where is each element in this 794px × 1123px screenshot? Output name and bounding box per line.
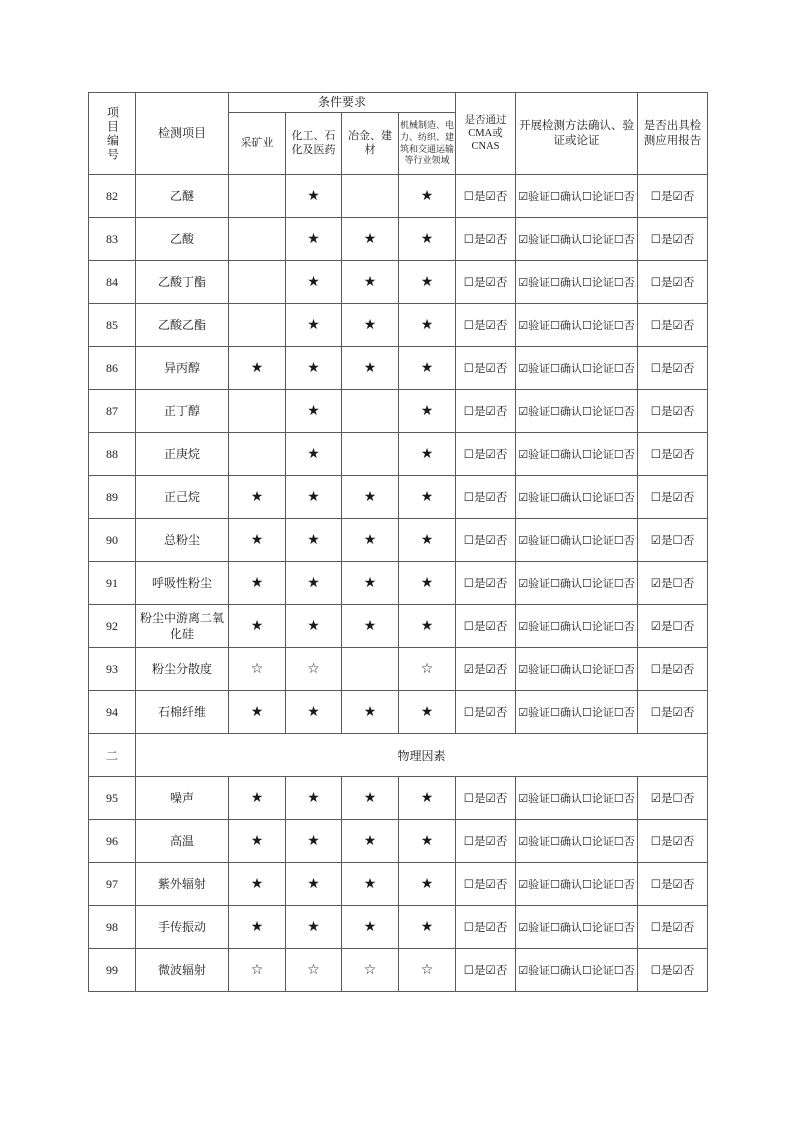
method-checkbox-cell: ☑验证☐确认☐论证☐否	[516, 347, 638, 390]
star-cell-machinery: ★	[399, 347, 456, 390]
star-cell-metallurgy: ★	[342, 519, 399, 562]
header-industry-machinery: 机械制造、电力、纺织、建筑和交通运输等行业领域	[399, 113, 456, 175]
method-checkbox-cell: ☑验证☐确认☐论证☐否	[516, 175, 638, 218]
star-cell-chemical: ★	[286, 863, 342, 906]
cma-checkbox-cell: ☐是☑否	[456, 261, 516, 304]
star-cell-machinery: ★	[399, 304, 456, 347]
star-cell-mining	[229, 261, 286, 304]
report-checkbox-cell: ☐是☑否	[638, 347, 708, 390]
item-no-cell: 89	[89, 476, 136, 519]
item-no-cell: 92	[89, 605, 136, 648]
star-cell-metallurgy: ★	[342, 476, 399, 519]
table-body	[89, 175, 708, 992]
table-row	[89, 175, 708, 218]
report-checkbox-cell: ☐是☑否	[638, 949, 708, 992]
method-checkbox-cell: ☑验证☐确认☐论证☐否	[516, 304, 638, 347]
star-cell-metallurgy: ★	[342, 347, 399, 390]
star-cell-metallurgy: ★	[342, 562, 399, 605]
header-report: 是否出具检测应用报告	[638, 93, 708, 175]
star-cell-machinery: ★	[399, 863, 456, 906]
table-header	[89, 93, 708, 175]
method-checkbox-cell: ☑验证☐确认☐论证☐否	[516, 820, 638, 863]
star-cell-mining	[229, 304, 286, 347]
cma-checkbox-cell: ☐是☑否	[456, 304, 516, 347]
star-cell-machinery: ★	[399, 777, 456, 820]
table-row	[89, 562, 708, 605]
star-cell-metallurgy: ★	[342, 605, 399, 648]
report-checkbox-cell: ☐是☑否	[638, 175, 708, 218]
item-name-cell: 异丙醇	[136, 347, 229, 390]
star-cell-mining	[229, 218, 286, 261]
star-cell-metallurgy: ★	[342, 906, 399, 949]
report-checkbox-cell: ☐是☑否	[638, 390, 708, 433]
cma-checkbox-cell: ☐是☑否	[456, 863, 516, 906]
report-checkbox-cell: ☑是☐否	[638, 519, 708, 562]
inspection-items-table	[88, 92, 708, 992]
item-name-cell: 乙酸	[136, 218, 229, 261]
star-cell-mining: ★	[229, 562, 286, 605]
star-cell-mining: ★	[229, 519, 286, 562]
section-no-cell: 二	[89, 734, 136, 777]
header-industry-chemical: 化工、石化及医药	[286, 113, 342, 175]
report-checkbox-cell: ☐是☑否	[638, 863, 708, 906]
star-cell-metallurgy	[342, 390, 399, 433]
item-no-cell: 96	[89, 820, 136, 863]
star-cell-machinery: ★	[399, 562, 456, 605]
item-name-cell: 正丁醇	[136, 390, 229, 433]
item-no-cell: 98	[89, 906, 136, 949]
cma-checkbox-cell: ☐是☑否	[456, 433, 516, 476]
report-checkbox-cell: ☑是☐否	[638, 777, 708, 820]
star-cell-mining	[229, 433, 286, 476]
item-no-cell: 94	[89, 691, 136, 734]
report-checkbox-cell: ☑是☐否	[638, 605, 708, 648]
cma-checkbox-cell: ☐是☑否	[456, 562, 516, 605]
cma-checkbox-cell: ☐是☑否	[456, 777, 516, 820]
cma-checkbox-cell: ☐是☑否	[456, 218, 516, 261]
star-cell-mining: ☆	[229, 648, 286, 691]
star-cell-chemical: ★	[286, 777, 342, 820]
star-cell-chemical: ★	[286, 519, 342, 562]
cma-checkbox-cell: ☐是☑否	[456, 691, 516, 734]
star-cell-metallurgy	[342, 433, 399, 476]
item-no-cell: 97	[89, 863, 136, 906]
cma-checkbox-cell: ☐是☑否	[456, 519, 516, 562]
star-cell-metallurgy: ★	[342, 863, 399, 906]
cma-checkbox-cell: ☐是☑否	[456, 906, 516, 949]
header-method: 开展检测方法确认、验证或论证	[516, 93, 638, 175]
star-cell-chemical: ★	[286, 175, 342, 218]
item-name-cell: 石棉纤维	[136, 691, 229, 734]
table-row	[89, 820, 708, 863]
star-cell-chemical: ★	[286, 390, 342, 433]
item-no-cell: 87	[89, 390, 136, 433]
star-cell-metallurgy: ★	[342, 304, 399, 347]
report-checkbox-cell: ☐是☑否	[638, 304, 708, 347]
star-cell-chemical: ★	[286, 476, 342, 519]
report-checkbox-cell: ☐是☑否	[638, 476, 708, 519]
cma-checkbox-cell: ☐是☑否	[456, 347, 516, 390]
star-cell-metallurgy: ★	[342, 691, 399, 734]
table-row	[89, 519, 708, 562]
item-name-cell: 乙醚	[136, 175, 229, 218]
item-name-cell: 乙酸丁酯	[136, 261, 229, 304]
item-no-cell: 93	[89, 648, 136, 691]
star-cell-chemical: ★	[286, 261, 342, 304]
item-name-cell: 噪声	[136, 777, 229, 820]
item-name-cell: 正己烷	[136, 476, 229, 519]
table-row	[89, 691, 708, 734]
star-cell-metallurgy	[342, 175, 399, 218]
star-cell-chemical: ★	[286, 218, 342, 261]
star-cell-metallurgy: ★	[342, 218, 399, 261]
header-item-no-label: 项目编号	[105, 105, 120, 162]
star-cell-machinery: ★	[399, 820, 456, 863]
method-checkbox-cell: ☑验证☐确认☐论证☐否	[516, 906, 638, 949]
table-row	[89, 347, 708, 390]
star-cell-machinery: ★	[399, 605, 456, 648]
table-row	[89, 777, 708, 820]
table-row	[89, 605, 708, 648]
table-row	[89, 476, 708, 519]
star-cell-chemical: ★	[286, 562, 342, 605]
report-checkbox-cell: ☐是☑否	[638, 691, 708, 734]
report-checkbox-cell: ☐是☑否	[638, 648, 708, 691]
table-row	[89, 433, 708, 476]
header-item-name: 检测项目	[136, 93, 229, 175]
star-cell-mining: ★	[229, 906, 286, 949]
star-cell-metallurgy: ☆	[342, 949, 399, 992]
item-name-cell: 高温	[136, 820, 229, 863]
item-no-cell: 90	[89, 519, 136, 562]
star-cell-mining: ★	[229, 347, 286, 390]
report-checkbox-cell: ☐是☑否	[638, 218, 708, 261]
item-no-cell: 84	[89, 261, 136, 304]
report-checkbox-cell: ☐是☑否	[638, 820, 708, 863]
item-no-cell: 91	[89, 562, 136, 605]
item-no-cell: 83	[89, 218, 136, 261]
star-cell-chemical: ★	[286, 605, 342, 648]
item-no-cell: 85	[89, 304, 136, 347]
star-cell-mining: ☆	[229, 949, 286, 992]
method-checkbox-cell: ☑验证☐确认☐论证☐否	[516, 390, 638, 433]
star-cell-machinery: ★	[399, 906, 456, 949]
item-name-cell: 正庚烷	[136, 433, 229, 476]
star-cell-mining: ★	[229, 863, 286, 906]
star-cell-machinery: ★	[399, 218, 456, 261]
cma-checkbox-cell: ☐是☑否	[456, 390, 516, 433]
star-cell-mining: ★	[229, 820, 286, 863]
header-industry-mining: 采矿业	[229, 113, 286, 175]
star-cell-machinery: ★	[399, 476, 456, 519]
item-name-cell: 总粉尘	[136, 519, 229, 562]
star-cell-chemical: ☆	[286, 949, 342, 992]
star-cell-chemical: ☆	[286, 648, 342, 691]
cma-checkbox-cell: ☐是☑否	[456, 820, 516, 863]
star-cell-chemical: ★	[286, 691, 342, 734]
item-name-cell: 微波辐射	[136, 949, 229, 992]
star-cell-mining: ★	[229, 605, 286, 648]
report-checkbox-cell: ☐是☑否	[638, 261, 708, 304]
item-name-cell: 粉尘中游离二氧化硅	[136, 605, 229, 648]
star-cell-metallurgy	[342, 648, 399, 691]
cma-checkbox-cell: ☐是☑否	[456, 949, 516, 992]
method-checkbox-cell: ☑验证☐确认☐论证☐否	[516, 562, 638, 605]
table-row	[89, 863, 708, 906]
method-checkbox-cell: ☑验证☐确认☐论证☐否	[516, 605, 638, 648]
star-cell-machinery: ☆	[399, 648, 456, 691]
report-checkbox-cell: ☐是☑否	[638, 433, 708, 476]
item-no-cell: 82	[89, 175, 136, 218]
method-checkbox-cell: ☑验证☐确认☐论证☐否	[516, 519, 638, 562]
star-cell-machinery: ☆	[399, 949, 456, 992]
section-row	[89, 734, 708, 777]
star-cell-mining: ★	[229, 777, 286, 820]
item-no-cell: 99	[89, 949, 136, 992]
star-cell-mining	[229, 175, 286, 218]
star-cell-machinery: ★	[399, 175, 456, 218]
item-name-cell: 乙酸乙酯	[136, 304, 229, 347]
method-checkbox-cell: ☑验证☐确认☐论证☐否	[516, 777, 638, 820]
header-condition-group: 条件要求	[229, 93, 456, 113]
star-cell-chemical: ★	[286, 347, 342, 390]
star-cell-chemical: ★	[286, 304, 342, 347]
method-checkbox-cell: ☑验证☐确认☐论证☐否	[516, 648, 638, 691]
method-checkbox-cell: ☑验证☐确认☐论证☐否	[516, 476, 638, 519]
header-cma: 是否通过CMA或CNAS	[456, 93, 516, 175]
item-no-cell: 95	[89, 777, 136, 820]
star-cell-chemical: ★	[286, 906, 342, 949]
cma-checkbox-cell: ☐是☑否	[456, 175, 516, 218]
method-checkbox-cell: ☑验证☐确认☐论证☐否	[516, 218, 638, 261]
report-checkbox-cell: ☑是☐否	[638, 562, 708, 605]
star-cell-mining	[229, 390, 286, 433]
table-row	[89, 906, 708, 949]
star-cell-machinery: ★	[399, 390, 456, 433]
star-cell-machinery: ★	[399, 691, 456, 734]
star-cell-metallurgy: ★	[342, 820, 399, 863]
method-checkbox-cell: ☑验证☐确认☐论证☐否	[516, 863, 638, 906]
star-cell-mining: ★	[229, 476, 286, 519]
cma-checkbox-cell: ☑是☑否	[456, 648, 516, 691]
report-checkbox-cell: ☐是☑否	[638, 906, 708, 949]
cma-checkbox-cell: ☐是☑否	[456, 605, 516, 648]
item-no-cell: 88	[89, 433, 136, 476]
method-checkbox-cell: ☑验证☐确认☐论证☐否	[516, 433, 638, 476]
header-item-no	[89, 93, 136, 175]
section-label: 物理因素	[136, 734, 708, 777]
star-cell-machinery: ★	[399, 519, 456, 562]
method-checkbox-cell: ☑验证☐确认☐论证☐否	[516, 949, 638, 992]
star-cell-mining: ★	[229, 691, 286, 734]
star-cell-chemical: ★	[286, 820, 342, 863]
header-industry-metallurgy: 冶金、建材	[342, 113, 399, 175]
item-name-cell: 手传振动	[136, 906, 229, 949]
cma-checkbox-cell: ☐是☑否	[456, 476, 516, 519]
table-row	[89, 218, 708, 261]
table-row	[89, 390, 708, 433]
item-no-cell: 86	[89, 347, 136, 390]
star-cell-metallurgy: ★	[342, 261, 399, 304]
star-cell-metallurgy: ★	[342, 777, 399, 820]
method-checkbox-cell: ☑验证☐确认☐论证☐否	[516, 261, 638, 304]
item-name-cell: 粉尘分散度	[136, 648, 229, 691]
item-name-cell: 紫外辐射	[136, 863, 229, 906]
table-row	[89, 648, 708, 691]
star-cell-machinery: ★	[399, 261, 456, 304]
table-row	[89, 949, 708, 992]
star-cell-machinery: ★	[399, 433, 456, 476]
table-row	[89, 304, 708, 347]
header-row-top	[89, 93, 708, 113]
item-name-cell: 呼吸性粉尘	[136, 562, 229, 605]
method-checkbox-cell: ☑验证☐确认☐论证☐否	[516, 691, 638, 734]
table-row	[89, 261, 708, 304]
star-cell-chemical: ★	[286, 433, 342, 476]
